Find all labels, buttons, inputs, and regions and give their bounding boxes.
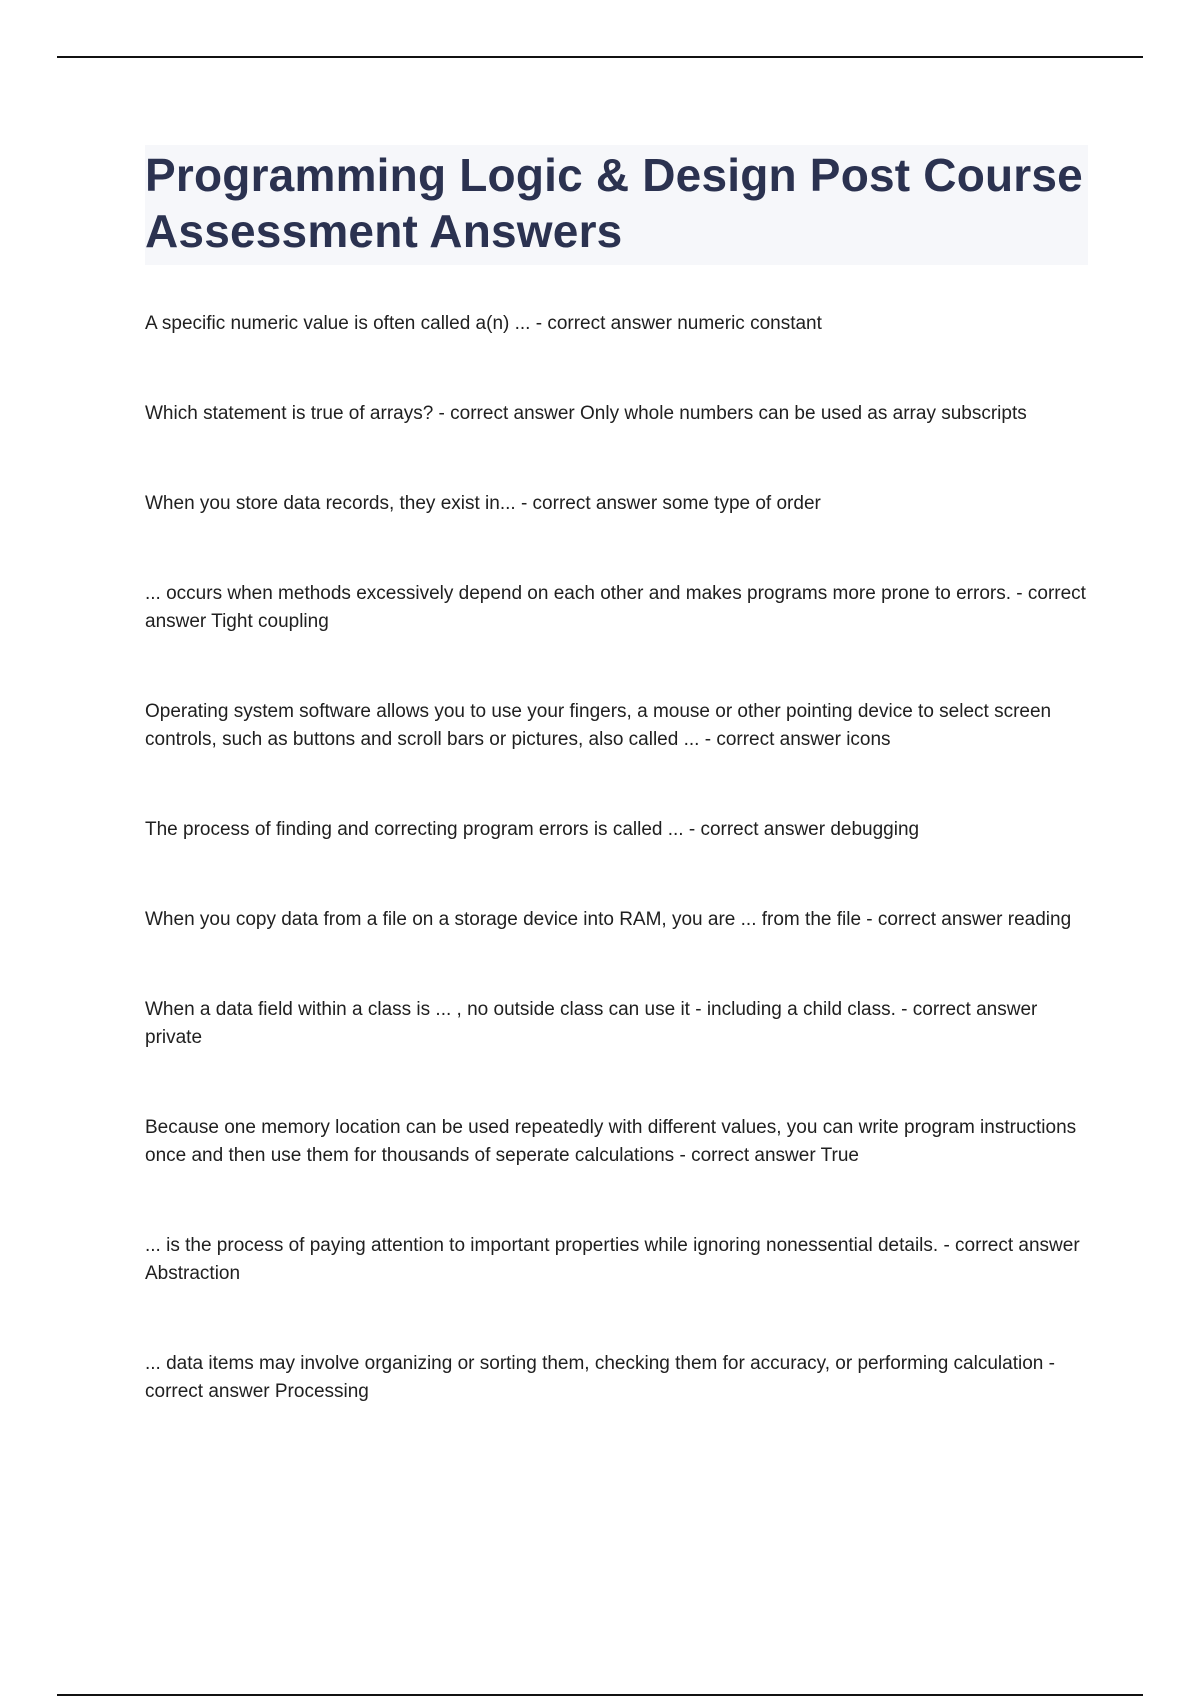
title-block (145, 145, 1088, 265)
qa-item: Which statement is true of arrays? - correct answer Only whole numbers can be used as array subscripts (145, 403, 1027, 424)
qa-item: When you copy data from a file on a storage device into RAM, you are ... from the file - correct answer reading (145, 909, 1072, 930)
qa-item: When you store data records, they exist in... - correct answer some type of order (145, 493, 821, 514)
qa-item: ... is the process of paying attention to important properties while ignoring nonessential details. - correct answer Abstraction (145, 1235, 1080, 1284)
qa-item: ... data items may involve organizing or sorting them, checking them for accuracy, or performing calculation - correct answer Processing (145, 1353, 1055, 1402)
qa-item: The process of finding and correcting program errors is called ... - correct answer debugging (145, 819, 920, 840)
bottom-divider (57, 1694, 1143, 1696)
qa-list (145, 310, 1088, 1406)
qa-item: Because one memory location can be used repeatedly with different values, you can write program instructions once and then use them for thousands of seperate calculations - correct answer True (145, 1117, 1077, 1166)
qa-item: A specific numeric value is often called a(n) ... - correct answer numeric constant (145, 313, 822, 334)
top-divider (57, 56, 1143, 58)
document-title: Programming Logic & Design Post Course Assessment Answers (145, 149, 1083, 257)
qa-item: Operating system software allows you to use your fingers, a mouse or other pointing device to select screen controls, such as buttons and scroll bars or pictures, also called ... - correct answer icons (145, 701, 1052, 750)
qa-item: ... occurs when methods excessively depend on each other and makes programs more prone to errors. - correct answer Tight coupling (145, 583, 1086, 632)
qa-item: When a data field within a class is ... , no outside class can use it - including a child class. - correct answer private (145, 999, 1038, 1048)
document-body (145, 145, 1088, 1406)
